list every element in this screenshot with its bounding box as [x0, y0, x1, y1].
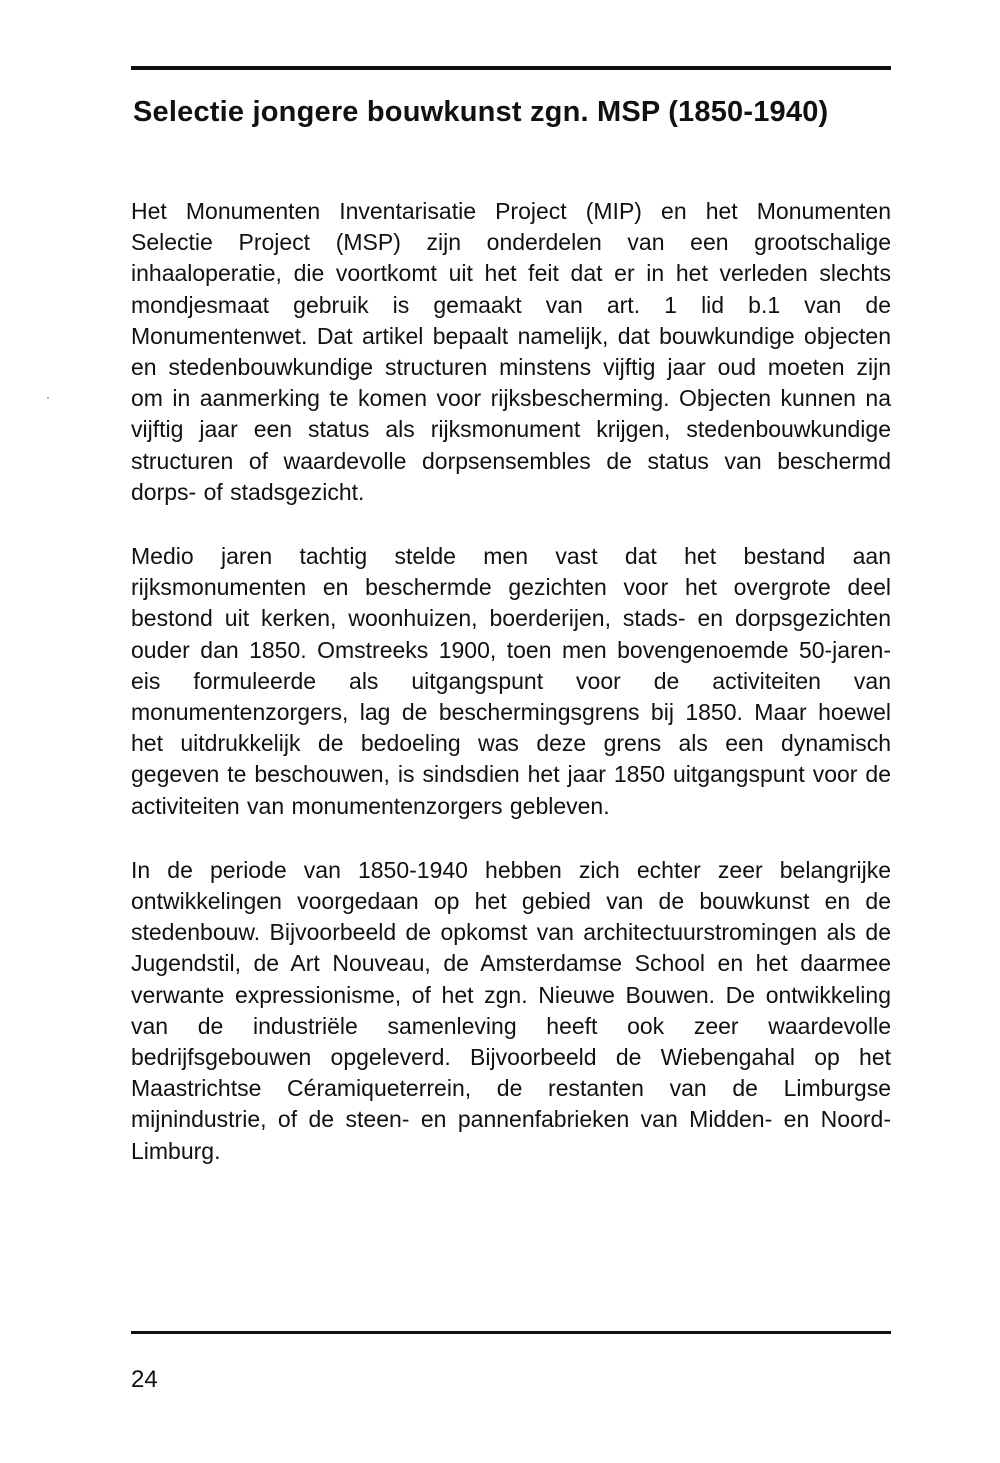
- page-title: Selectie jongere bouwkunst zgn. MSP (1850-1940): [133, 96, 829, 128]
- body-text: [131, 196, 891, 1200]
- scan-speck: [47, 397, 49, 399]
- paragraph-mip-msp: Het Monumenten Inventarisatie Project (MIP) en het Monumenten Selectie Project (MSP) zijn onderdelen van een grootschalige inhaaloperatie, die voortkomt uit het feit dat er in het verleden slechts mondjesmaat gebruik is gemaakt van art. 1 lid b.1 van de Monumentenwet. Dat artikel bepaalt namelijk, dat bouwkundige objecten en stedenbouwkundige structuren minstens vijftig jaar oud moeten zijn om in aanmerking te komen voor rijksbescherming. Objecten kunnen na vijftig jaar een status als rijksmonument krijgen, stedenbouwkundige structuren of waardevolle dorpsensembles de status van beschermd dorps- of stadsgezicht.: [131, 198, 891, 505]
- bottom-rule: [131, 1331, 891, 1334]
- page-number: 24: [131, 1366, 158, 1393]
- paragraph-medio-jaren-tachtig: Medio jaren tachtig stelde men vast dat het bestand aan rijksmonumenten en beschermde gezichten voor het overgrote deel bestond uit kerken, woonhuizen, boerderijen, stads- en dorpsgezichten ouder dan 1850. Omstreeks 1900, toen men bovengenoemde 50-jaren-eis formuleerde als uitgangspunt voor de activiteiten van monumentenzorgers, lag de beschermingsgrens bij 1850. Maar hoewel het uitdrukkelijk de bedoeling was deze grens als een dynamisch gegeven te beschouwen, is sindsdien het jaar 1850 uitgangspunt voor de activiteiten van monumentenzorgers gebleven.: [131, 543, 891, 819]
- top-rule: [131, 66, 891, 70]
- paragraph-periode-1850-1940: In de periode van 1850-1940 hebben zich echter zeer belangrijke ontwikkelingen voorgedaan op het gebied van de bouwkunst en de stedenbouw. Bijvoorbeeld de opkomst van architectuurstromingen als de Jugendstil, de Art Nouveau, de Amsterdamse School en het daarmee verwante expressionisme, of het zgn. Nieuwe Bouwen. De ontwikkeling van de industriële samenleving heeft ook zeer waardevolle bedrijfsgebouwen opgeleverd. Bijvoorbeeld de Wiebengahal op het Maastrichtse Céramiqueterrein, de restanten van de Limburgse mijnindustrie, of de steen- en pannenfabrieken van Midden- en Noord-Limburg.: [131, 856, 891, 1164]
